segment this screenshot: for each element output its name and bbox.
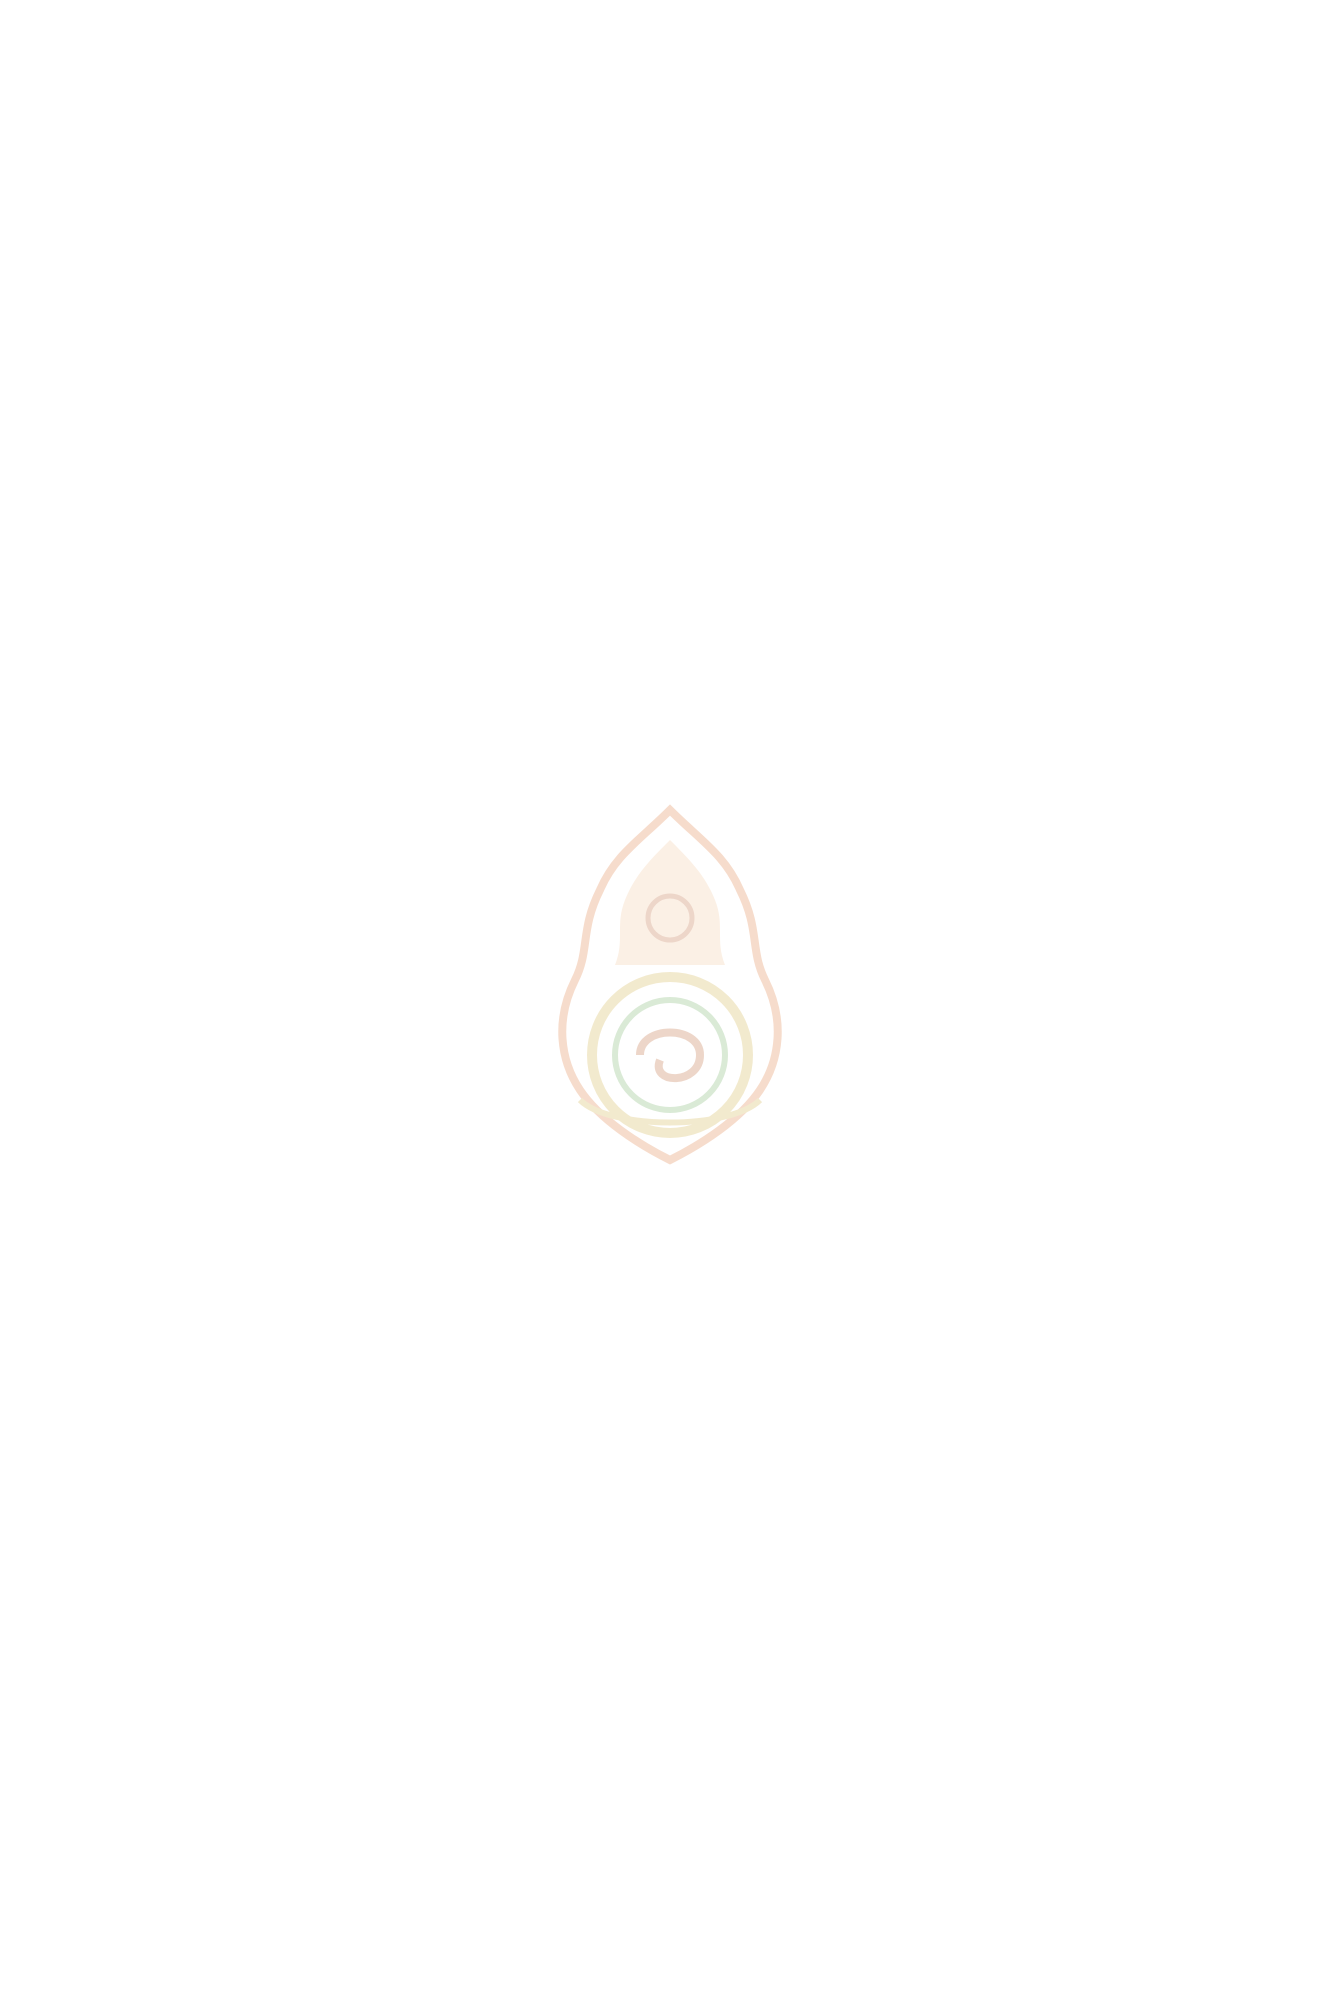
ministry-emblem-watermark-icon: [520, 800, 820, 1180]
